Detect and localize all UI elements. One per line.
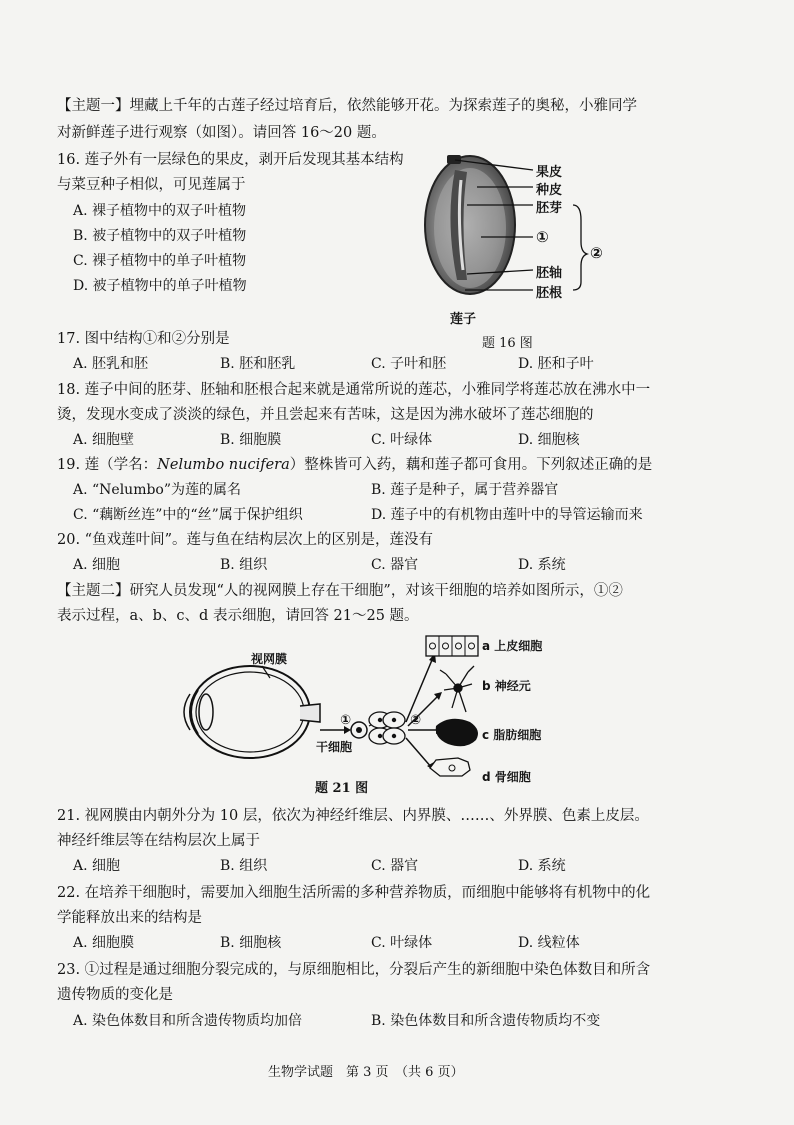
q20-option-d: D. 系统 — [518, 557, 566, 573]
label-stem-cell: 干细胞 — [316, 740, 353, 754]
label-retina: 视网膜 — [251, 652, 288, 666]
page-footer: 生物学试题 第 3 页 （共 6 页） — [268, 1065, 464, 1080]
q23-option-a: A. 染色体数目和所含遗传物质均加倍 — [73, 1013, 303, 1029]
theme2-intro-line2: 表示过程，a、b、c、d 表示细胞，请回答 21～25 题。 — [57, 608, 419, 624]
label-cell-b: b 神经元 — [482, 679, 531, 693]
q21-stem-line1: 21. 视网膜由内朝外分为 10 层，依次为神经纤维层、内界膜、……、外界膜、色素上皮层。 — [57, 808, 649, 824]
q17-stem: 17. 图中结构①和②分别是 — [57, 331, 230, 347]
q21-option-b: B. 组织 — [220, 858, 268, 874]
q23-option-b: B. 染色体数目和所含遗传物质均不变 — [371, 1013, 601, 1029]
q21-option-d: D. 系统 — [518, 858, 566, 874]
q18-option-c: C. 叶绿体 — [371, 432, 433, 448]
q17-option-a: A. 胚乳和胚 — [73, 356, 149, 372]
q19-option-c: C. “藕断丝连”中的“丝”属于保护组织 — [73, 507, 303, 523]
q21-option-c: C. 器官 — [371, 858, 419, 874]
q19-option-d: D. 莲子中的有机物由莲叶中的导管运输而来 — [371, 507, 643, 523]
figure16-name: 莲子 — [450, 312, 477, 327]
q22-option-d: D. 线粒体 — [518, 935, 580, 951]
q19-stem-pre: 19. 莲（学名： — [57, 457, 158, 473]
neuron-cell — [440, 666, 474, 712]
label-hypocotyl: 胚轴 — [536, 266, 563, 281]
q19-stem — [57, 455, 652, 475]
q17-option-d: D. 胚和子叶 — [518, 356, 594, 372]
figure16-caption: 题 16 图 — [482, 336, 533, 351]
eye-diagram — [184, 666, 320, 758]
lotus-seed-figure — [415, 150, 615, 310]
q18-stem-line2: 烫，发现水变成了淡淡的绿色，并且尝起来有苦味，这是因为沸水破坏了莲芯细胞的 — [57, 407, 594, 423]
q23-stem-line2: 遗传物质的变化是 — [57, 987, 173, 1003]
label-structure-2: ② — [590, 244, 603, 262]
q20-stem: 20. “鱼戏莲叶间”。莲与鱼在结构层次上的区别是，莲没有 — [57, 532, 433, 548]
q19-option-a: A. “Nelumbo”为莲的属名 — [73, 482, 242, 498]
label-step1: ① — [340, 713, 352, 728]
q18-option-a: A. 细胞壁 — [73, 432, 135, 448]
embryo-bracket — [573, 205, 587, 290]
q16-stem-line1: 16. 莲子外有一层绿色的果皮，剥开后发现其基本结构 — [57, 152, 404, 168]
q16-option-b: B. 被子植物中的双子叶植物 — [73, 228, 247, 244]
label-cell-d: d 骨细胞 — [482, 770, 531, 784]
q16-option-c: C. 裸子植物中的单子叶植物 — [73, 253, 247, 269]
q23-stem-line1: 23. ①过程是通过细胞分裂完成的，与原细胞相比，分裂后产生的新细胞中染色体数目和所含 — [57, 962, 651, 978]
q22-option-a: A. 细胞膜 — [73, 935, 135, 951]
label-seed-coat: 种皮 — [536, 183, 563, 198]
q22-option-c: C. 叶绿体 — [371, 935, 433, 951]
q19-latin-name: Nelumbo nucifera — [157, 457, 290, 473]
epithelial-cells — [426, 636, 478, 656]
theme1-intro-line1: 【主题一】埋藏上千年的古莲子经过培育后，依然能够开花。为探索莲子的奥秘，小雅同学 — [57, 98, 637, 114]
q16-option-d: D. 被子植物中的单子叶植物 — [73, 278, 247, 294]
label-cell-a: a 上皮细胞 — [482, 639, 543, 653]
label-step2: ② — [410, 713, 422, 728]
q20-option-a: A. 细胞 — [73, 557, 121, 573]
label-structure-1: ① — [536, 228, 549, 246]
theme1-intro-line2: 对新鲜莲子进行观察（如图）。请回答 16～20 题。 — [57, 125, 386, 141]
label-radicle: 胚根 — [536, 286, 563, 301]
label-plumule: 胚芽 — [536, 201, 563, 216]
theme2-intro-line1: 【主题二】研究人员发现“人的视网膜上存在干细胞”，对该干细胞的培养如图所示，①② — [57, 583, 623, 599]
q17-option-b: B. 胚和胚乳 — [220, 356, 296, 372]
q22-option-b: B. 细胞核 — [220, 935, 282, 951]
q20-option-b: B. 组织 — [220, 557, 268, 573]
q17-option-c: C. 子叶和胚 — [371, 356, 447, 372]
q19-option-b: B. 莲子是种子，属于营养器官 — [371, 482, 559, 498]
q19-stem-post: ）整株皆可入药，藕和莲子都可食用。下列叙述正确的是 — [289, 457, 653, 473]
q16-stem-line2: 与菜豆种子相似，可见莲属于 — [57, 177, 246, 193]
q22-stem-line1: 22. 在培养干细胞时，需要加入细胞生活所需的多种营养物质，而细胞中能够将有机物中的化 — [57, 885, 651, 901]
label-pericarp: 果皮 — [536, 165, 563, 180]
q18-stem-line1: 18. 莲子中间的胚芽、胚轴和胚根合起来就是通常所说的莲芯，小雅同学将莲芯放在沸水中一 — [57, 382, 651, 398]
q18-option-b: B. 细胞膜 — [220, 432, 282, 448]
q21-option-a: A. 细胞 — [73, 858, 121, 874]
q16-option-a: A. 裸子植物中的双子叶植物 — [73, 203, 247, 219]
q22-stem-line2: 学能释放出来的结构是 — [57, 910, 202, 926]
label-cell-c: c 脂肪细胞 — [482, 728, 542, 742]
q18-option-d: D. 细胞核 — [518, 432, 580, 448]
q21-stem-line2: 神经纤维层等在结构层次上属于 — [57, 833, 260, 849]
figure21-caption: 题 21 图 — [315, 781, 369, 796]
fat-cell — [436, 719, 478, 746]
cell-cluster — [369, 712, 405, 744]
q20-option-c: C. 器官 — [371, 557, 419, 573]
